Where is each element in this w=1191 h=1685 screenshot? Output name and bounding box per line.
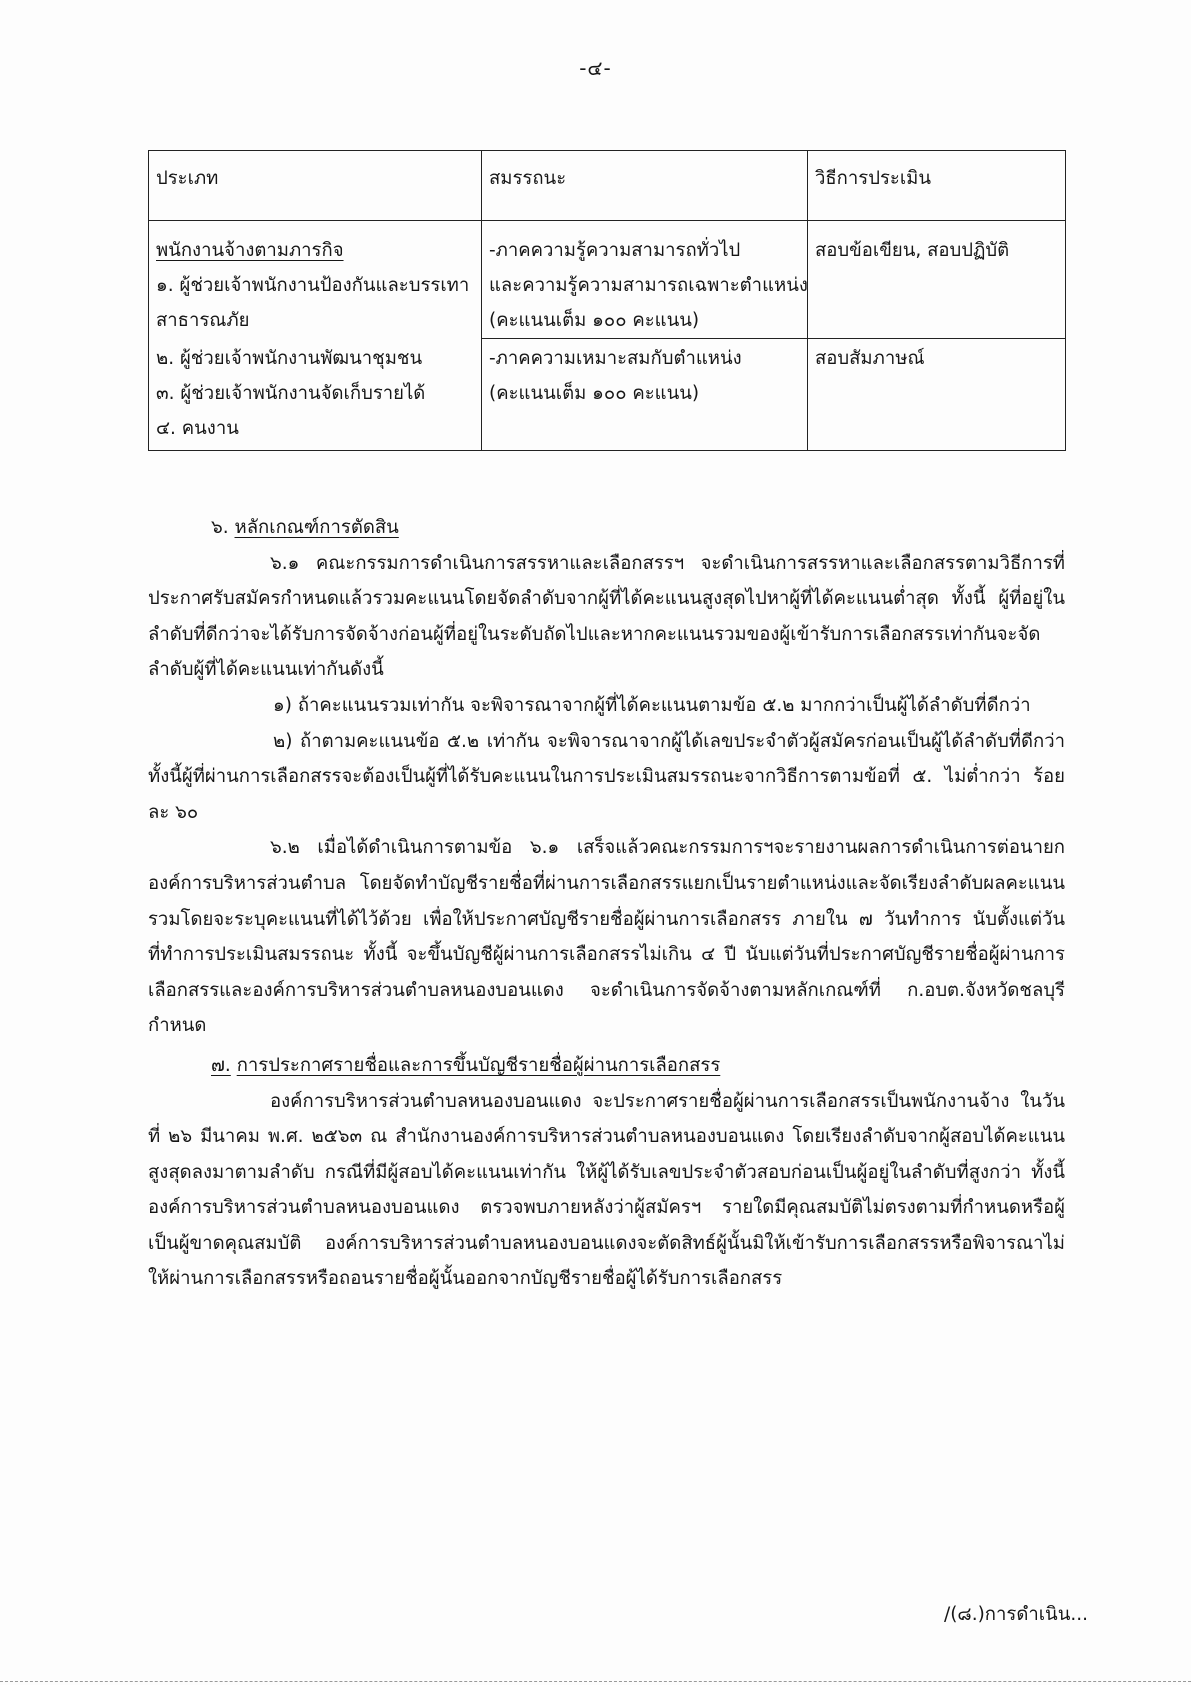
method-text: สอบสัมภาษณ์	[815, 348, 925, 369]
method-cell	[808, 339, 1066, 451]
type-cell	[149, 221, 482, 339]
section6-heading	[148, 510, 1065, 546]
category-title: พนักงานจ้างตามภารกิจ	[156, 240, 344, 261]
position-item: ๓. ผู้ช่วยเจ้าพนักงานจัดเก็บรายได้	[156, 382, 426, 404]
competency-line: และความรู้ความสามารถเฉพาะตำแหน่ง	[489, 275, 808, 296]
position-item: ๑. ผู้ช่วยเจ้าพนักงานป้องกันและบรรเทา	[156, 275, 470, 296]
section7-heading	[148, 1048, 1065, 1084]
section6-number: ๖.	[211, 517, 229, 538]
document-body	[148, 510, 1065, 1297]
method-text: สอบข้อเขียน, สอบปฏิบัติ	[815, 240, 1010, 261]
header-assessment-method: วิธีการประเมิน	[808, 151, 1066, 221]
method-cell	[808, 221, 1066, 339]
header-competency: สมรรถนะ	[482, 151, 808, 221]
table-row	[149, 339, 1066, 451]
section6-paragraph: ๖.๑ คณะกรรมการดำเนินการสรรหาและเลือกสรรฯ จะดำเนินการสรรหาและเลือกสรรตามวิธีการที่ประกาศรับสมัครกำหนดแล้วรวมคะแนนโดยจัดลำดับจากผู้ที่ได้คะแนนสูงสุดไปหาผู้ที่ได้คะแนนต่ำสุด ทั้งนี้ ผู้ที่อยู่ในลำดับที่ดีกว่าจะได้รับการจัดจ้างก่อนผู้ที่อยู่ในระดับถัดไปและหากคะแนนรวมของผู้เข้ารับการเลือกสรรเท่ากันจะจัดลำดับผู้ที่ได้คะแนนเท่ากันดังนี้	[148, 552, 1065, 681]
competency-line: -ภาคความรู้ความสามารถทั่วไป	[489, 240, 741, 261]
competency-line: -ภาคความเหมาะสมกับตำแหน่ง	[489, 348, 742, 369]
position-item: ๔. คนงาน	[156, 417, 239, 439]
position-item: ๒. ผู้ช่วยเจ้าพนักงานพัฒนาชุมชน	[156, 347, 423, 369]
section7-title: การประกาศรายชื่อและการขึ้นบัญชีรายชื่อผู้ผ่านการเลือกสรร	[236, 1054, 721, 1076]
section6-title: หลักเกณฑ์การตัดสิน	[234, 517, 399, 538]
section6-paragraph: ๑) ถ้าคะแนนรวมเท่ากัน จะพิจารณาจากผู้ที่ได้คะแนนตามข้อ ๕.๒ มากกว่าเป็นผู้ได้ลำดับที่ดีกว่า	[273, 694, 1031, 716]
section7-paragraph: องค์การบริหารส่วนตำบลหนองบอนแดง จะประกาศรายชื่อผู้ผ่านการเลือกสรรเป็นพนักงานจ้าง ในวันที่ ๒๖ มีนาคม พ.ศ. ๒๕๖๓ ณ สำนักงานองค์การบริหารส่วนตำบลหนองบอนแดง โดยเรียงลำดับจากผู้สอบได้คะแนนสูงสุดลงมาตามลำดับ กรณีที่มีผู้สอบได้คะแนนเท่ากัน ให้ผู้ได้รับเลขประจำตัวสอบก่อนเป็นผู้อยู่ในลำดับที่สูงกว่า ทั้งนี้องค์การบริหารส่วนตำบลหนองบอนแดง ตรวจพบภายหลังว่าผู้สมัครฯ รายใดมีคุณสมบัติไม่ตรงตามที่กำหนดหรือผู้เป็นผู้ขาดคุณสมบัติ องค์การบริหารส่วนตำบลหนองบอนแดงจะตัดสิทธ์ผู้นั้นมิให้เข้ารับการเลือกสรรหรือพิจารณาไม่ให้ผ่านการเลือกสรรหรือถอนรายชื่อผู้นั้นออกจากบัญชีรายชื่อผู้ได้รับการเลือกสรร	[148, 1090, 1065, 1290]
competency-line: (คะแนนเต็ม ๑๐๐ คะแนน)	[489, 310, 700, 331]
type-cell	[149, 339, 482, 451]
table-row	[149, 221, 1066, 339]
scan-edge-divider	[0, 1681, 1191, 1682]
competency-cell	[482, 221, 808, 339]
section6-paragraph: ๖.๒ เมื่อได้ดำเนินการตามข้อ ๖.๑ เสร็จแล้วคณะกรรมการฯจะรายงานผลการดำเนินการต่อนายกองค์การบริหารส่วนตำบล โดยจัดทำบัญชีรายชื่อที่ผ่านการเลือกสรรแยกเป็นรายตำแหน่งและจัดเรียงลำดับผลคะแนนรวมโดยจะระบุคะแนนที่ได้ไว้ด้วย เพื่อให้ประกาศบัญชีรายชื่อผู้ผ่านการเลือกสรร ภายใน ๗ วันทำการ นับตั้งแต่วันที่ทำการประเมินสมรรถนะ ทั้งนี้ จะขึ้นบัญชีผู้ผ่านการเลือกสรรไม่เกิน ๔ ปี นับแต่วันที่ประกาศบัญชีรายชื่อผู้ผ่านการเลือกสรรและองค์การบริหารส่วนตำบลหนองบอนแดง จะดำเนินการจัดจ้างตามหลักเกณฑ์ที่ ก.อบต.จังหวัดชลบุรีกำหนด	[148, 837, 1065, 1037]
header-type: ประเภท	[149, 151, 482, 221]
table-header-row	[149, 151, 1066, 221]
assessment-criteria-table	[148, 150, 1066, 451]
competency-cell	[482, 339, 808, 451]
continuation-note: /(๘.)การดำเนิน...	[943, 1604, 1088, 1625]
page-number: -๔-	[579, 56, 612, 80]
position-item: สาธารณภัย	[156, 310, 250, 331]
section7-number: ๗.	[211, 1054, 231, 1076]
section6-paragraph: ๒) ถ้าตามคะแนนข้อ ๕.๒ เท่ากัน จะพิจารณาจากผู้ได้เลขประจำตัวผู้สมัครก่อนเป็นผู้ได้ลำดับที่ดีกว่าทั้งนี้ผู้ที่ผ่านการเลือกสรรจะต้องเป็นผู้ที่ได้รับคะแนนในการประเมินสมรรถนะจากวิธีการตามข้อที่ ๕. ไม่ต่ำกว่า ร้อยละ ๖๐	[148, 730, 1065, 823]
competency-line: (คะแนนเต็ม ๑๐๐ คะแนน)	[489, 383, 700, 404]
